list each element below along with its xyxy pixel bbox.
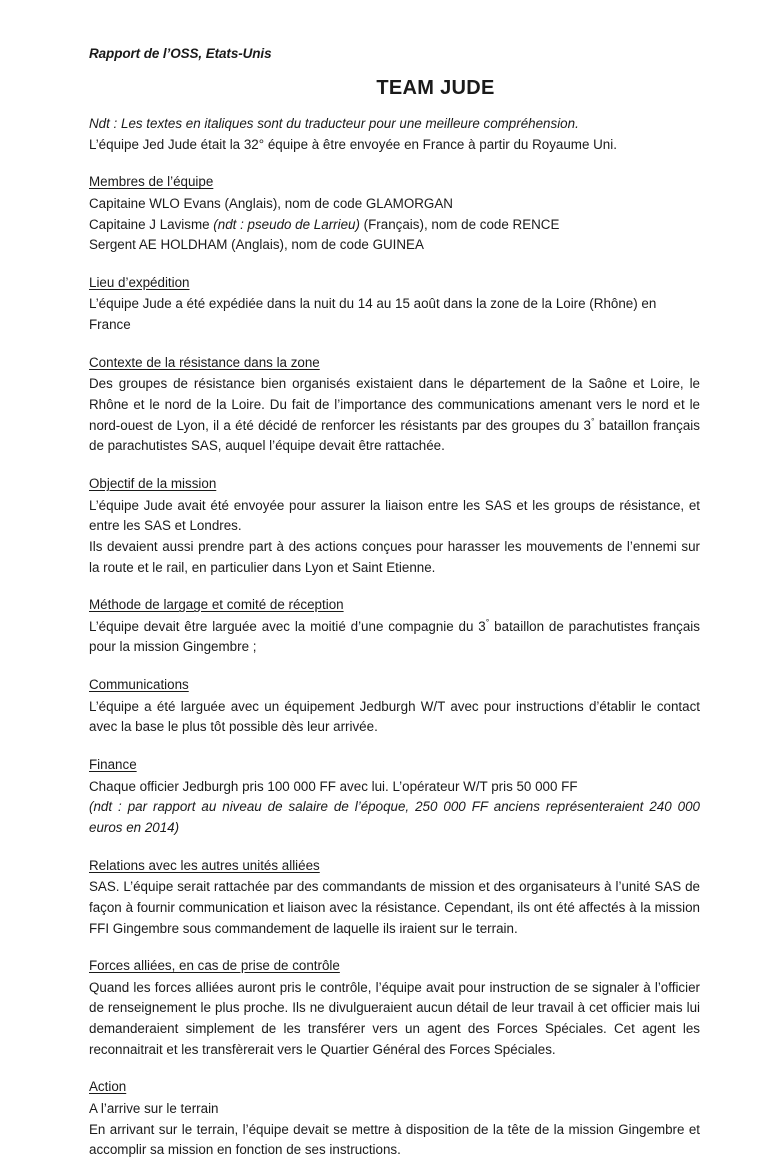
- communications-body: L’équipe a été larguée avec un équipement Jedburgh W/T avec pour instructions d’établir le contact avec la base le plus tôt possible dès leur arrivée.: [89, 698, 700, 735]
- section-heading-drop-method: Méthode de largage et comité de réception: [89, 597, 344, 613]
- ordinal-marker: °: [485, 617, 490, 628]
- resistance-context-body: [89, 374, 700, 457]
- section-drop-method: [89, 595, 700, 658]
- finance-translator-note: (ndt : par rapport au niveau de salaire de l’époque, 250 000 FF anciens représenteraient 240 000 euros en 2014): [89, 799, 700, 835]
- action-body: En arrivant sur le terrain, l’équipe devait se mettre à disposition de la tête de la mission Gingembre et accomplir sa mission en fonction de ses instructions.: [89, 1121, 700, 1158]
- allied-units-body: SAS. L’équipe serait rattachée par des commandants de mission et des organisateurs à l’unité SAS de façon à fournir communication et liaison avec la résistance. Cependant, ils ont été affectés à la mission FFI Gingembre sous commandement de laquelle ils iraient sur le terrain.: [89, 879, 700, 936]
- member-name-pre: Capitaine J Lavisme: [89, 216, 214, 232]
- resistance-context-text-post: bataillon français de parachutistes SAS, auquel l’équipe devait être rattachée.: [89, 417, 700, 454]
- document-body: [89, 46, 700, 1161]
- action-subheading: A l’arrive sur le terrain: [89, 1100, 219, 1116]
- team-member-line: Capitaine WLO Evans (Anglais), nom de code GLAMORGAN: [89, 195, 453, 211]
- team-member-line: [89, 215, 700, 236]
- translator-note: Ndt : Les textes en italiques sont du traducteur pour une meilleure compréhension.: [89, 116, 579, 131]
- section-resistance-context: [89, 353, 700, 457]
- section-heading-team-members: Membres de l’équipe: [89, 174, 214, 190]
- member-alias-note: (ndt : pseudo de Larrieu): [213, 216, 360, 232]
- finance-body: Chaque officier Jedburgh pris 100 000 FF avec lui. L’opérateur W/T pris 50 000 FF: [89, 778, 578, 794]
- section-allied-units: [89, 856, 700, 940]
- section-heading-mission-objective: Objectif de la mission: [89, 475, 217, 491]
- dispatch-location-body: L’équipe Jude a été expédiée dans la nuit du 14 au 15 août dans la zone de la Loire (Rhône) en France: [89, 296, 657, 333]
- section-allied-forces: [89, 956, 700, 1060]
- section-heading-allied-forces: Forces alliées, en cas de prise de contrôle: [89, 958, 340, 974]
- section-heading-allied-units: Relations avec les autres unités alliées: [89, 857, 320, 873]
- resistance-context-text-pre: Des groupes de résistance bien organisés existaient dans le département de la Saône et Loire, le Rhône et le nord de la Loire. Du fait de l’importance des communications amenant vers le nord et le nord-ouest de Lyon, il a été décidé de renforcer les résistants par des groupes du 3: [89, 376, 700, 433]
- section-mission-objective: [89, 474, 700, 578]
- section-dispatch-location: [89, 273, 700, 336]
- member-name-post: (Français), nom de code RENCE: [359, 216, 560, 232]
- mission-objective-para-1: L’équipe Jude avait été envoyée pour assurer la liaison entre les SAS et les groups de résistance, et entre les SAS et Londres.: [89, 497, 700, 534]
- section-heading-resistance-context: Contexte de la résistance dans la zone: [89, 354, 320, 370]
- section-heading-finance: Finance: [89, 757, 137, 773]
- section-finance: [89, 755, 700, 839]
- intro-line: L’équipe Jed Jude était la 32° équipe à être envoyée en France à partir du Royaume Uni.: [89, 136, 617, 152]
- intro-block: [89, 114, 700, 155]
- page-title: TEAM JUDE: [376, 77, 495, 99]
- section-action: [89, 1077, 700, 1161]
- section-team-members: [89, 172, 700, 256]
- section-heading-action: Action: [89, 1079, 127, 1095]
- section-heading-dispatch-location: Lieu d’expédition: [89, 274, 190, 290]
- drop-method-body: [89, 617, 700, 658]
- report-source-label: Rapport de l’OSS, Etats-Unis: [89, 46, 272, 61]
- section-communications: [89, 675, 700, 738]
- ordinal-marker: °: [590, 416, 595, 427]
- mission-objective-para-2: Ils devaient aussi prendre part à des actions conçues pour harasser les mouvements de l’ennemi sur la route et le rail, en particulier dans Lyon et Saint Etienne.: [89, 538, 700, 575]
- drop-method-text-pre: L’équipe devait être larguée avec la moitié d’une compagnie du 3: [89, 618, 486, 634]
- team-member-line: Sergent AE HOLDHAM (Anglais), nom de code GUINEA: [89, 237, 424, 253]
- allied-forces-body: Quand les forces alliées auront pris le contrôle, l’équipe avait pour instruction de se signaler à l’officier de renseignement le plus proche. Ils ne divulgueraient aucun détail de leur travail à cet officier mais lui demanderaient simplement de les transférer vers un agent des Forces Spéciales. Cet agent les reconnaitrait et les transfèrerait vers le Quartier Général des Forces Spéciales.: [89, 979, 700, 1057]
- section-heading-communications: Communications: [89, 677, 189, 693]
- drop-method-text-post: bataillon de parachutistes français pour la mission Gingembre ;: [89, 618, 700, 655]
